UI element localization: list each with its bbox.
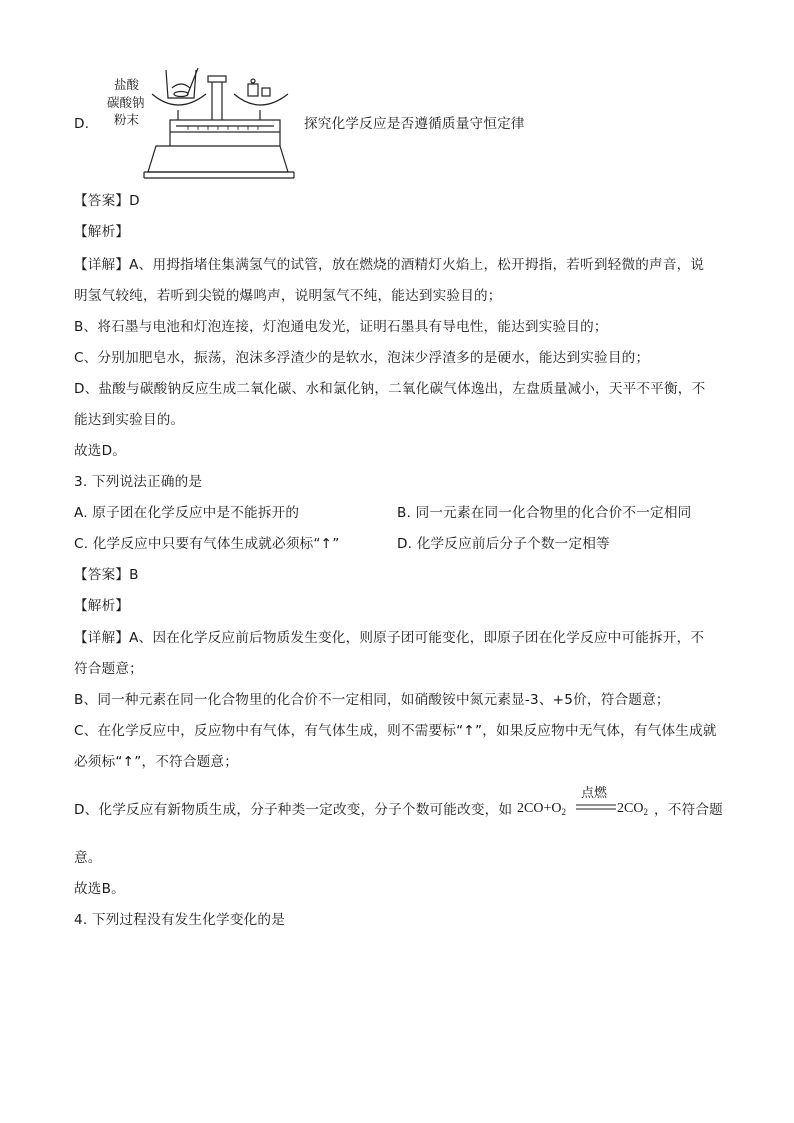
q2-detail-line-6: 能达到实验目的。 <box>74 412 185 428</box>
q3-analysis-heading: 【解析】 <box>74 598 130 614</box>
sodium-carbonate-label: 碳酸钠 <box>107 95 145 110</box>
equation-reactants-text: 2CO+O <box>517 801 562 816</box>
q2-conclusion: 故选D。 <box>74 443 127 459</box>
q2-detail-line-2: 明氢气较纯，若听到尖锐的爆鸣声，说明氢气不纯，能达到实验目的； <box>74 288 502 304</box>
q3-stem: 3. 下列说法正确的是 <box>74 474 203 490</box>
hydrochloric-acid-label: 盐酸 <box>114 77 140 92</box>
q2-analysis-heading: 【解析】 <box>74 224 130 240</box>
balance-icon <box>108 66 303 186</box>
option-d-caption: 探究化学反应是否遵循质量守恒定律 <box>304 116 525 132</box>
q3-answer: 【答案】B <box>74 567 139 583</box>
q3-option-c: C. 化学反应中只要有气体生成就必须标“↑” <box>74 536 340 552</box>
q3-conclusion: 故选B。 <box>74 881 125 897</box>
balance-figure <box>108 66 303 186</box>
equation-products <box>617 801 648 817</box>
equation-condition: 点燃 <box>581 786 608 801</box>
equation-equals-icon <box>576 804 616 812</box>
q3-detail-line-5: 必须标“↑”，不符合题意； <box>74 754 239 770</box>
q3-detail-line-4: C、在化学反应中，反应物中有气体，有气体生成，则不需要标“↑”，如果反应物中无气体，有气体生成就 <box>74 723 717 739</box>
q3-detail-line-2: 符合题意； <box>74 661 143 677</box>
option-d-letter: D. <box>74 116 90 132</box>
q3-detail-line-6-post: ，不符合题 <box>654 802 723 818</box>
equation-reactants-subscript: 2 <box>561 807 566 817</box>
q2-detail-line-5: D、盐酸与碳酸钠反应生成二氧化碳、水和氯化钠，二氧化碳气体逸出，左盘质量减小，天平不平衡，不 <box>74 381 706 397</box>
q3-option-b: B. 同一元素在同一化合物里的化合价不一定相同 <box>397 505 692 521</box>
equation-reactants <box>517 801 566 817</box>
q4-stem: 4. 下列过程没有发生化学变化的是 <box>74 912 286 928</box>
q3-detail-line-1: 【详解】A、因在化学反应前后物质发生变化，则原子团可能变化，即原子团在化学反应中可能拆开，不 <box>74 630 705 646</box>
q2-detail-line-3: B、将石墨与电池和灯泡连接，灯泡通电发光，证明石墨具有导电性，能达到实验目的； <box>74 319 608 335</box>
q3-detail-line-3: B、同一种元素在同一化合物里的化合价不一定相同，如硝酸铵中氮元素显-3、+5价，符合题意； <box>74 692 670 708</box>
q2-detail-line-4: C、分别加肥皂水，振荡，泡沫多浮渣少的是软水，泡沫少浮渣多的是硬水，能达到实验目的； <box>74 350 650 366</box>
q3-detail-line-6-pre: D、化学反应有新物质生成，分子种类一定改变，分子个数可能改变，如 <box>74 802 513 818</box>
q2-answer: 【答案】D <box>74 193 140 209</box>
q3-detail-line-7: 意。 <box>74 850 102 866</box>
q3-option-a: A. 原子团在化学反应中是不能拆开的 <box>74 505 300 521</box>
equation-products-text: 2CO <box>617 801 644 816</box>
q2-detail-line-1: 【详解】A、用拇指堵住集满氢气的试管，放在燃烧的酒精灯火焰上，松开拇指，若听到轻微的声音，说 <box>74 257 705 273</box>
q3-option-d: D. 化学反应前后分子个数一定相等 <box>397 536 610 552</box>
equation-products-subscript: 2 <box>643 807 648 817</box>
powder-label: 粉末 <box>114 112 140 127</box>
